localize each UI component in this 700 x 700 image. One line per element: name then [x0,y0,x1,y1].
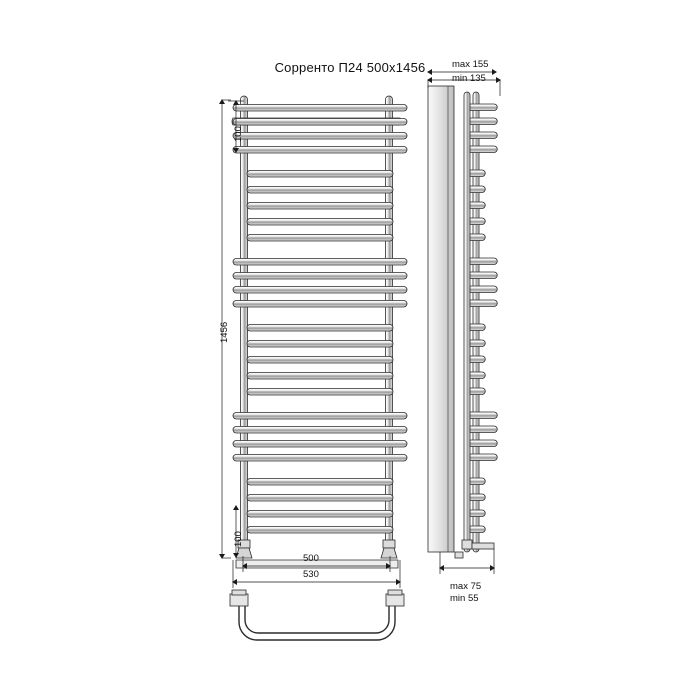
dimension-bottom-offset: 100 [233,531,244,547]
dimension-width-inner: 500 [303,553,319,564]
dimension-depth-min-top: min 135 [452,73,486,84]
dimension-depth-min-bottom: min 55 [450,593,479,604]
dimension-depth-max-top: max 155 [452,59,489,70]
dimension-height-total: 1456 [219,321,230,343]
dimension-top-offset: 100 [233,126,244,142]
drawing-title: Сорренто П24 500x1456 [274,60,426,75]
dimension-width-outer: 530 [303,569,319,580]
dimension-depth-max-bottom: max 75 [450,581,482,592]
